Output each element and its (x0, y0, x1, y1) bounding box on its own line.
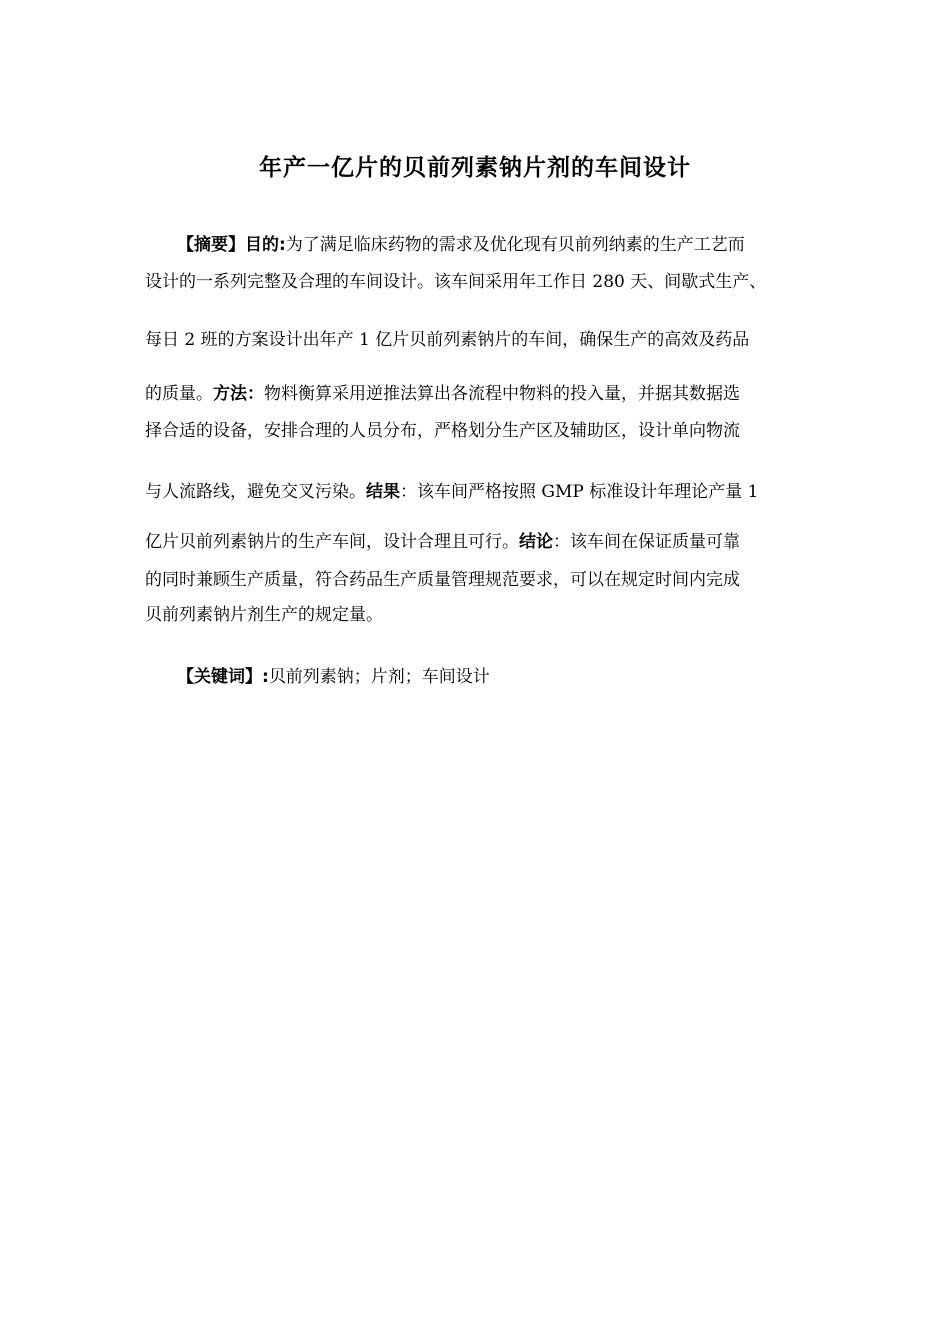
abstract-text: 贝前列素钠片剂生产的规定量。 (145, 605, 383, 625)
abstract-text: 亿片贝前列素钠片的生产车间，设计合理且可行。 (145, 532, 519, 552)
conclusion-label: 结论 (519, 532, 553, 552)
keywords-text: 贝前列素钠；片剂；车间设计 (268, 667, 490, 687)
result-colon: ： (400, 482, 417, 502)
abstract-line-4 (145, 380, 825, 408)
abstract-line-3 (145, 326, 825, 354)
method-label: 方法： (213, 384, 264, 404)
abstract-text: 物料衡算采用逆推法算出各流程中物料的投入量，并据其数据选 (264, 384, 740, 404)
purpose-colon: : (279, 235, 286, 255)
abstract-line-2 (145, 268, 825, 296)
abstract-text: 择合适的设备，安排合理的人员分布，严格划分生产区及辅助区，设计单向物流 (145, 421, 740, 441)
abstract-line-5 (145, 417, 825, 445)
abstract-text: 该车间严格按照 GMP 标准设计年理论产量 1 (417, 482, 759, 502)
abstract-text: 的同时兼顾生产质量，符合药品生产质量管理规范要求，可以在规定时间内完成 (145, 570, 740, 590)
purpose-label: 目的 (245, 235, 279, 255)
conclusion-colon: ： (553, 532, 570, 552)
abstract-text: 与人流路线，避免交叉污染。 (145, 482, 366, 502)
abstract-label: 【摘要】 (177, 235, 245, 255)
abstract-text: 的质量。 (145, 384, 213, 404)
abstract-line-7 (145, 528, 825, 556)
abstract-text: 该车间在保证质量可靠 (570, 532, 740, 552)
document-title: 年产一亿片的贝前列素钠片剂的车间设计 (259, 155, 691, 181)
abstract-line-9 (145, 601, 825, 629)
abstract-line-1 (177, 231, 857, 259)
keywords-line (177, 663, 857, 691)
abstract-text: 为了满足临床药物的需求及优化现有贝前列纳素的生产工艺而 (285, 235, 745, 255)
result-label: 结果 (366, 482, 400, 502)
abstract-text: 设计的一系列完整及合理的车间设计。该车间采用年工作日 280 天、间歇式生产、 (145, 272, 767, 292)
abstract-line-6 (145, 478, 825, 506)
abstract-line-8 (145, 566, 825, 594)
keywords-label: 【关键词】 (177, 667, 262, 687)
abstract-text: 每日 2 班的方案设计出年产 1 亿片贝前列素钠片的车间，确保生产的高效及药品 (145, 330, 750, 350)
keywords-colon: : (262, 667, 269, 687)
